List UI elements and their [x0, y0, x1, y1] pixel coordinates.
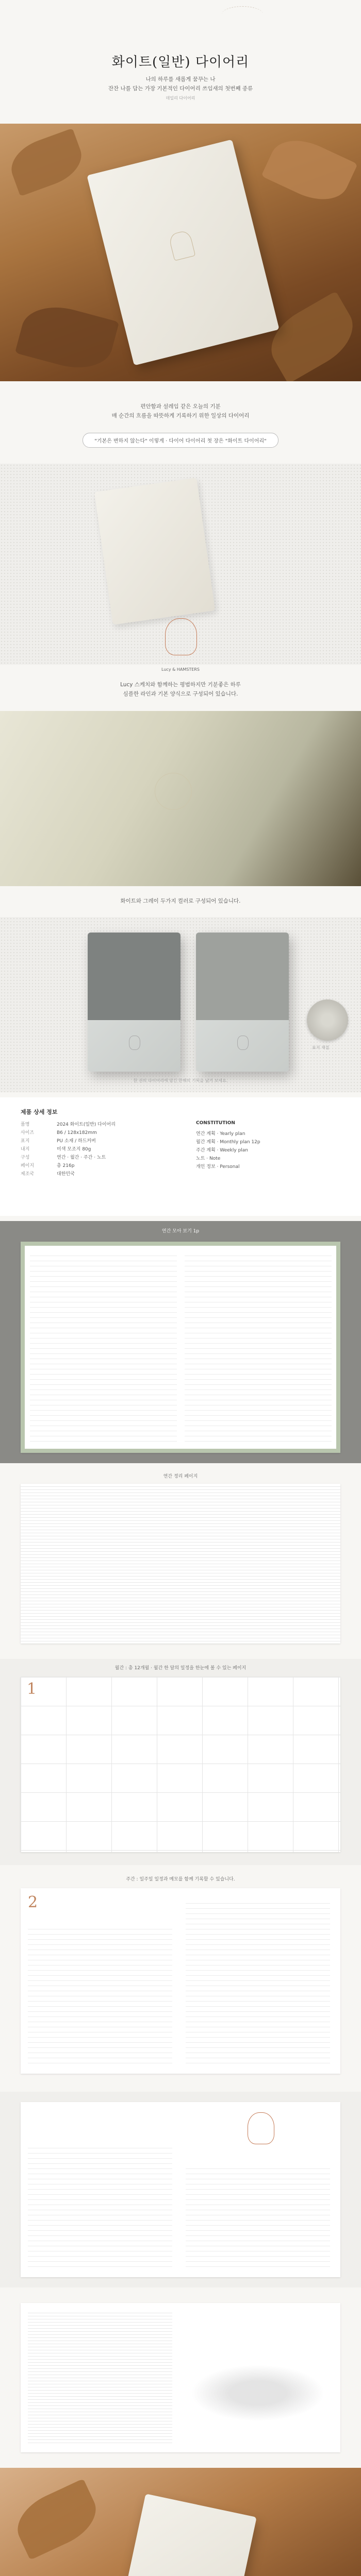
- intro-line-3: 데일리 다이어리: [166, 96, 195, 100]
- spec-row: 품명 2024 화이트(일반) 다이어리: [21, 1122, 116, 1127]
- material-swatch: [307, 999, 348, 1041]
- specs-section: [0, 1097, 361, 1216]
- week-number: 2: [28, 1893, 38, 1911]
- weekly-spread: [21, 1888, 340, 2074]
- index-label: 연간 정리 페이지: [163, 1474, 198, 1479]
- personal-section: [0, 2092, 361, 2287]
- diary-book: [114, 2494, 256, 2576]
- constitution-item: 연간 계획 · Yearly plan: [196, 1131, 245, 1137]
- book-emblem-icon: [237, 1036, 249, 1050]
- leaf-shape: [261, 129, 357, 211]
- weekly-label: 주간 : 일주일 일정과 메모를 함께 기록할 수 있습니다.: [126, 1877, 235, 1882]
- intro-line-1: 나의 하루를 새롭게 꿈꾸는 나: [145, 76, 216, 82]
- specs-right-heading: CONSTITUTION: [196, 1121, 235, 1126]
- diary-book-flat: [94, 478, 215, 624]
- spec-row: 구성 연간 · 월간 · 주간 · 노트: [21, 1155, 106, 1160]
- note-line-2: 심플한 라인과 기본 양식으로 구성되어 있습니다.: [123, 691, 238, 697]
- hero-photo-autumn: [0, 124, 361, 381]
- yearly-right-page: [185, 1251, 332, 1444]
- copy-line-2: 매 순간의 흐름을 따뜻하게 기록하기 위한 일상의 다이어리: [111, 413, 250, 419]
- spec-row: 표지 PU 소재 / 하드커버: [21, 1139, 96, 1144]
- spec-row: 내지 미색 모조지 80g: [21, 1147, 91, 1152]
- swatch-caption: 표지 재질: [312, 1045, 330, 1050]
- sketch-section: [0, 464, 361, 665]
- yearly-label: 연간 모아 보기 1p: [161, 1229, 200, 1234]
- index-spread: [21, 1484, 340, 1643]
- constitution-item: 주간 계획 · Weekly plan: [196, 1148, 248, 1153]
- monthly-spread: [21, 1677, 340, 1852]
- book-gray-band: [88, 933, 180, 1020]
- leaf-shape: [15, 298, 119, 377]
- month-number: 1: [27, 1680, 37, 1698]
- book-gray: [88, 933, 180, 1072]
- personal-right-page: [186, 2164, 330, 2267]
- index-section: [0, 1468, 361, 1654]
- yearly-spread: [21, 1242, 340, 1453]
- book-white-band: [196, 933, 289, 1020]
- book-white: [196, 933, 289, 1072]
- leaf-shape: [5, 128, 88, 196]
- cover-closeup-photo: [0, 711, 361, 886]
- pill-wrap: [0, 433, 361, 448]
- constitution-item: 노트 · Note: [196, 1156, 221, 1161]
- autumn-photo-2: [0, 2468, 361, 2576]
- note-line-1: Lucy 스케치와 함께하는 평범하지만 기분좋은 하루: [120, 682, 241, 688]
- weekly-section: [0, 1870, 361, 2087]
- planner-section: [0, 2293, 361, 2463]
- constitution-item: 월간 계획 · Monthly plan 12p: [196, 1140, 260, 1145]
- world-map-icon: [191, 2365, 325, 2421]
- section-copy-1: [0, 392, 361, 464]
- specs-left: [21, 1121, 175, 1178]
- spec-row: 사이즈 B6 / 128x182mm: [21, 1130, 97, 1136]
- weekly-left-page: [28, 1924, 172, 2063]
- two-books-section: [0, 917, 361, 1092]
- logo-caption: Lucy & HAMSTERS: [161, 667, 200, 672]
- intro-section: [0, 0, 361, 124]
- books-caption: 한 권의 다이어리에 담긴 한해의 기록을 남겨 보세요.: [133, 1078, 228, 1083]
- spec-row: 페이지 총 216p: [21, 1163, 75, 1168]
- specs-heading: 제품 상세 정보: [21, 1109, 58, 1115]
- leaf-shape: [260, 291, 361, 381]
- colors-caption: 화이트와 그레이 두가지 컬러로 구성되어 있습니다.: [120, 898, 241, 904]
- page-title: 화이트(일반) 다이어리: [111, 55, 250, 70]
- monthly-label: 월간 : 총 12개월 · 월간 한 달의 일정을 한눈에 볼 수 있는 페이지: [114, 1666, 247, 1671]
- cover-emblem-icon: [155, 773, 192, 810]
- planner-spread: [21, 2303, 340, 2452]
- monthly-section: [0, 1659, 361, 1865]
- quote-pill: "기본은 변하지 않는다" 이렇게 · 다이어 다이어리 첫 장은 "화이트 다이어리": [83, 433, 278, 448]
- diary-emblem-icon: [168, 230, 195, 261]
- book-emblem-icon: [129, 1036, 140, 1050]
- spec-row: 제조국 대한민국: [21, 1172, 75, 1177]
- yearly-left-page: [30, 1251, 177, 1444]
- character-sketch-icon: [248, 2112, 274, 2144]
- specs-right: [196, 1130, 340, 1171]
- constitution-item: 개인 정보 · Personal: [196, 1164, 240, 1170]
- intro-line-2: 잔잔 나를 담는 가장 기본적인 다이어리 쓰임새의 첫번째 종류: [108, 86, 253, 92]
- planner-left-page: [28, 2310, 172, 2445]
- character-sketch-icon: [165, 618, 197, 655]
- color-caption: [0, 891, 361, 912]
- copy-line-1: 편안함과 설레임 같은 오늘의 기분: [140, 403, 221, 410]
- sketch-caption: [0, 665, 361, 711]
- personal-spread: [21, 2102, 340, 2277]
- leaf-decoration: [222, 6, 263, 22]
- weekly-right-page: [186, 1899, 330, 2063]
- leaf-shape: [8, 2479, 105, 2560]
- personal-left-page: [28, 2143, 172, 2267]
- yearly-section: [0, 1221, 361, 1463]
